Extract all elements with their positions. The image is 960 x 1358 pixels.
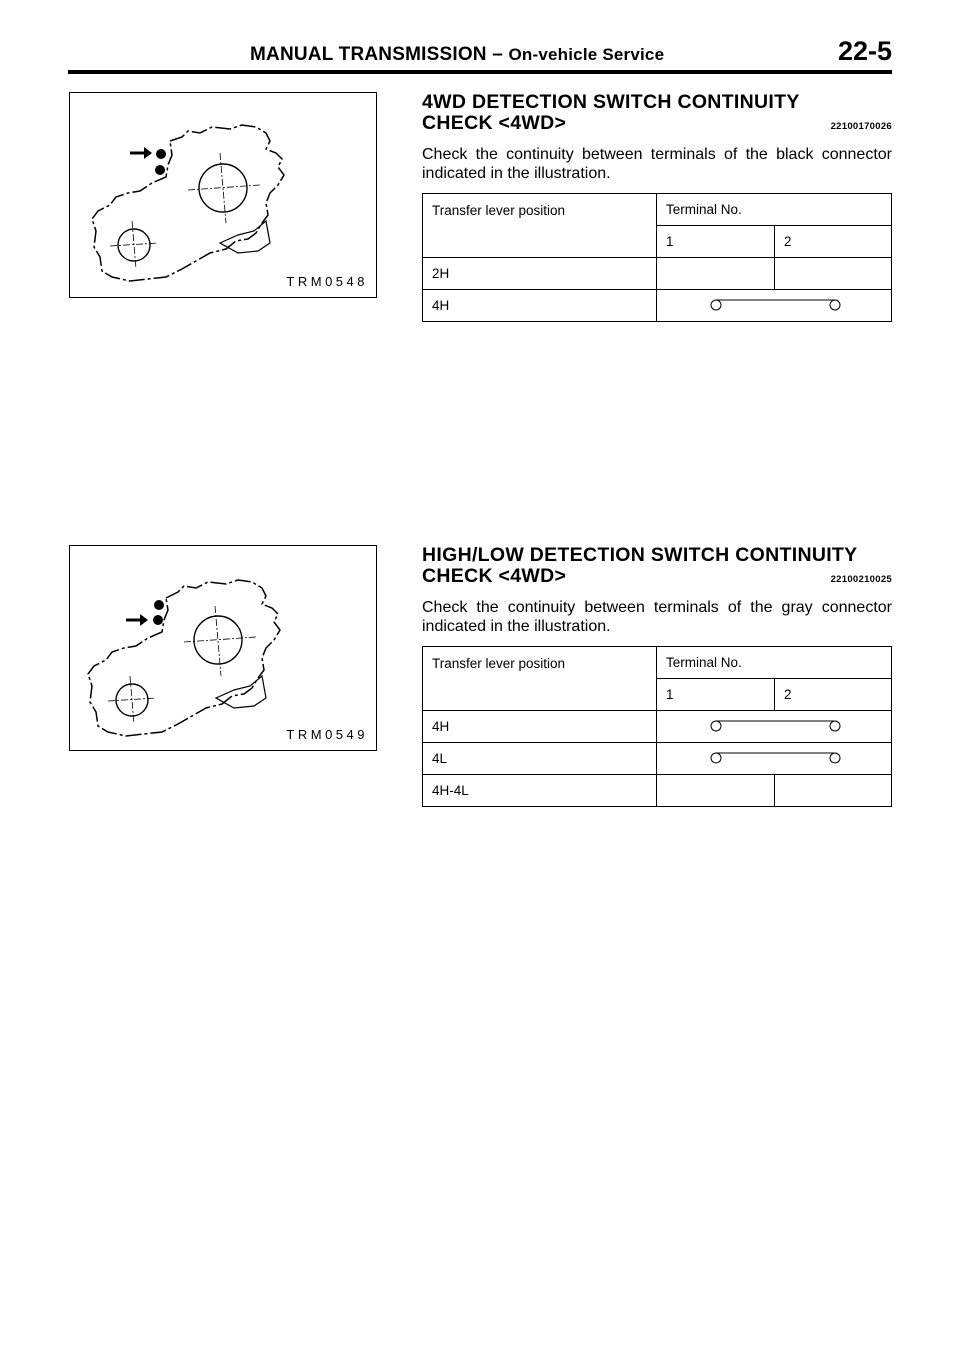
continuity-cell [657, 290, 892, 322]
terminal-1: 1 [657, 679, 775, 711]
section-title-line2: CHECK <4WD> [422, 565, 567, 587]
transfer-case-drawing [70, 93, 376, 297]
continuity-symbol [657, 743, 891, 774]
section-title [422, 545, 892, 590]
position-cell: 4H [423, 290, 657, 322]
header-subtitle: On-vehicle Service [508, 45, 665, 64]
section-code: 22100210025 [830, 574, 892, 585]
section-title-row2 [422, 566, 892, 590]
section-code: 22100170026 [830, 121, 892, 132]
running-header [250, 44, 664, 66]
transfer-case-illustration-black-connector [69, 92, 377, 298]
section-title-line2: CHECK <4WD> [422, 112, 567, 134]
col-header-terminal: Terminal No. [657, 194, 892, 226]
section-high-low-detection-switch [422, 545, 892, 807]
position-cell: 4L [423, 743, 657, 775]
continuity-cell [657, 743, 892, 775]
transfer-case-illustration-gray-connector [69, 545, 377, 751]
terminal-2-cell [775, 258, 892, 290]
continuity-symbol [657, 290, 891, 321]
section-description: Check the continuity between terminals of the gray connector indicated in the illustration. [422, 599, 892, 635]
position-cell: 4H-4L [423, 775, 657, 807]
table-row [423, 743, 892, 775]
section-title-line1: HIGH/LOW DETECTION SWITCH CONTINUITY [422, 544, 858, 566]
continuity-symbol [657, 711, 891, 742]
table-row [423, 711, 892, 743]
continuity-table [422, 193, 892, 322]
page-number: 22-5 [837, 36, 892, 66]
position-cell: 2H [423, 258, 657, 290]
section-description: Check the continuity between terminals of the black connector indicated in the illustration. [422, 146, 892, 182]
continuity-cell [657, 711, 892, 743]
table-row [423, 258, 892, 290]
table-header-row [423, 647, 892, 679]
position-cell: 4H [423, 711, 657, 743]
table-row [423, 290, 892, 322]
terminal-1: 1 [657, 226, 775, 258]
table-row [423, 775, 892, 807]
col-header-position: Transfer lever position [423, 194, 657, 258]
terminal-2: 2 [775, 226, 892, 258]
terminal-1-cell [657, 775, 775, 807]
transfer-case-drawing [70, 546, 376, 750]
col-header-terminal: Terminal No. [657, 647, 892, 679]
header-rule [68, 70, 892, 74]
continuity-table [422, 646, 892, 807]
section-title-row2 [422, 113, 892, 137]
section-title-line1: 4WD DETECTION SWITCH CONTINUITY [422, 91, 800, 113]
header-dash: – [492, 44, 503, 65]
col-header-position: Transfer lever position [423, 647, 657, 711]
terminal-1-cell [657, 258, 775, 290]
terminal-2: 2 [775, 679, 892, 711]
figure-code: TRM0548 [286, 274, 368, 289]
table-header-row [423, 194, 892, 226]
section-4wd-detection-switch [422, 92, 892, 322]
manual-title: MANUAL TRANSMISSION [250, 44, 487, 65]
terminal-2-cell [775, 775, 892, 807]
section-title [422, 92, 892, 137]
figure-code: TRM0549 [286, 727, 368, 742]
